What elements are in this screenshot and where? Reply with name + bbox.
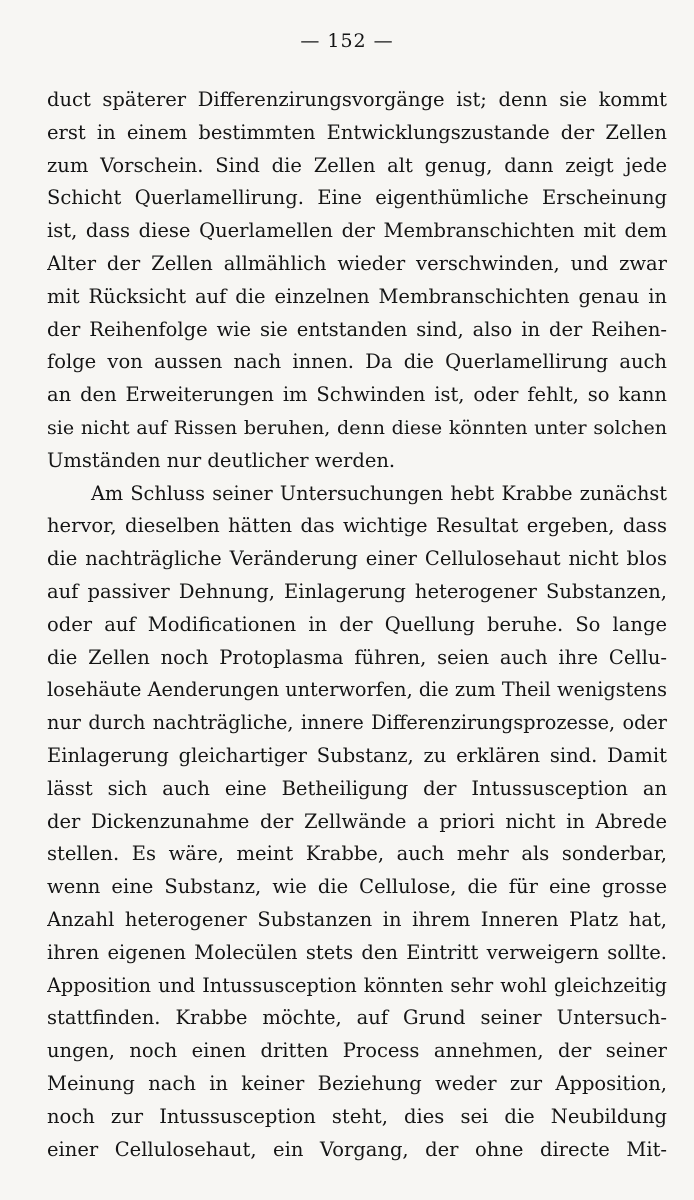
- text-line: der Dickenzunahme der Zellwände a priori nicht in Abrede: [47, 809, 667, 833]
- text-line: die Zellen noch Protoplasma führen, seien auch ihre Cellu-: [47, 645, 667, 669]
- text-line: Apposition und Intussusception könnten sehr wohl gleichzeitig: [47, 973, 667, 997]
- text-line-paragraph-start: Am Schluss seiner Untersuchungen hebt Krabbe zunächst: [91, 481, 667, 505]
- text-line: wenn eine Substanz, wie die Cellulose, die für eine grosse: [47, 875, 667, 899]
- text-line: stattfinden. Krabbe möchte, auf Grund seiner Untersuch-: [47, 1006, 667, 1030]
- page-number: — 152 —: [300, 30, 394, 52]
- text-line: Meinung nach in keiner Beziehung weder zur Apposition,: [47, 1071, 667, 1095]
- text-line: die nachträgliche Veränderung einer Cellulosehaut nicht blos: [47, 547, 667, 571]
- text-line: duct späterer Differenzirungsvorgänge ist; denn sie kommt: [47, 88, 667, 111]
- text-line: erst in einem bestimmten Entwicklungszustande der Zellen: [47, 120, 667, 144]
- text-line: noch zur Intussusception steht, dies sei die Neubildung: [47, 1104, 667, 1128]
- text-line: mit Rücksicht auf die einzelnen Membranschichten genau in: [47, 284, 667, 308]
- text-line: Anzahl heterogener Substanzen in ihrem Inneren Platz hat,: [47, 907, 667, 931]
- text-line: stellen. Es wäre, meint Krabbe, auch mehr als sonderbar,: [47, 842, 667, 866]
- text-line: losehäute Aenderungen unterworfen, die zum Theil wenigstens: [47, 678, 667, 702]
- text-line: einer Cellulosehaut, ein Vorgang, der ohne directe Mit-: [47, 1137, 667, 1161]
- text-line-paragraph-end: Umständen nur deutlicher werden.: [47, 448, 396, 472]
- text-line: auf passiver Dehnung, Einlagerung heterogener Substanzen,: [47, 579, 667, 603]
- text-line: Alter der Zellen allmählich wieder verschwinden, und zwar: [47, 251, 667, 275]
- body-text: [47, 84, 667, 1166]
- text-line: zum Vorschein. Sind die Zellen alt genug, dann zeigt jede: [47, 153, 667, 177]
- text-line: lässt sich auch eine Betheiligung der Intussusception an: [47, 776, 667, 800]
- text-line: ihren eigenen Molecülen stets den Eintritt verweigern sollte.: [47, 940, 667, 964]
- text-line: ungen, noch einen dritten Process annehmen, der seiner: [47, 1039, 667, 1063]
- text-line: oder auf Modificationen in der Quellung beruhe. So lange: [47, 612, 667, 636]
- text-line: Schicht Querlamellirung. Eine eigenthümliche Erscheinung: [47, 186, 667, 210]
- text-line: Einlagerung gleichartiger Substanz, zu erklären sind. Damit: [47, 743, 667, 767]
- text-line: an den Erweiterungen im Schwinden ist, oder fehlt, so kann: [47, 383, 667, 407]
- text-line: folge von aussen nach innen. Da die Querlamellirung auch: [47, 350, 667, 374]
- text-line: der Reihenfolge wie sie entstanden sind, also in der Reihen-: [47, 317, 667, 341]
- text-line: hervor, dieselben hätten das wichtige Resultat ergeben, dass: [47, 514, 667, 538]
- text-line: ist, dass diese Querlamellen der Membranschichten mit dem: [47, 219, 667, 243]
- text-line: nur durch nachträgliche, innere Differenzirungsprozesse, oder: [47, 711, 667, 735]
- text-line: sie nicht auf Rissen beruhen, denn diese könnten unter solchen: [47, 416, 667, 439]
